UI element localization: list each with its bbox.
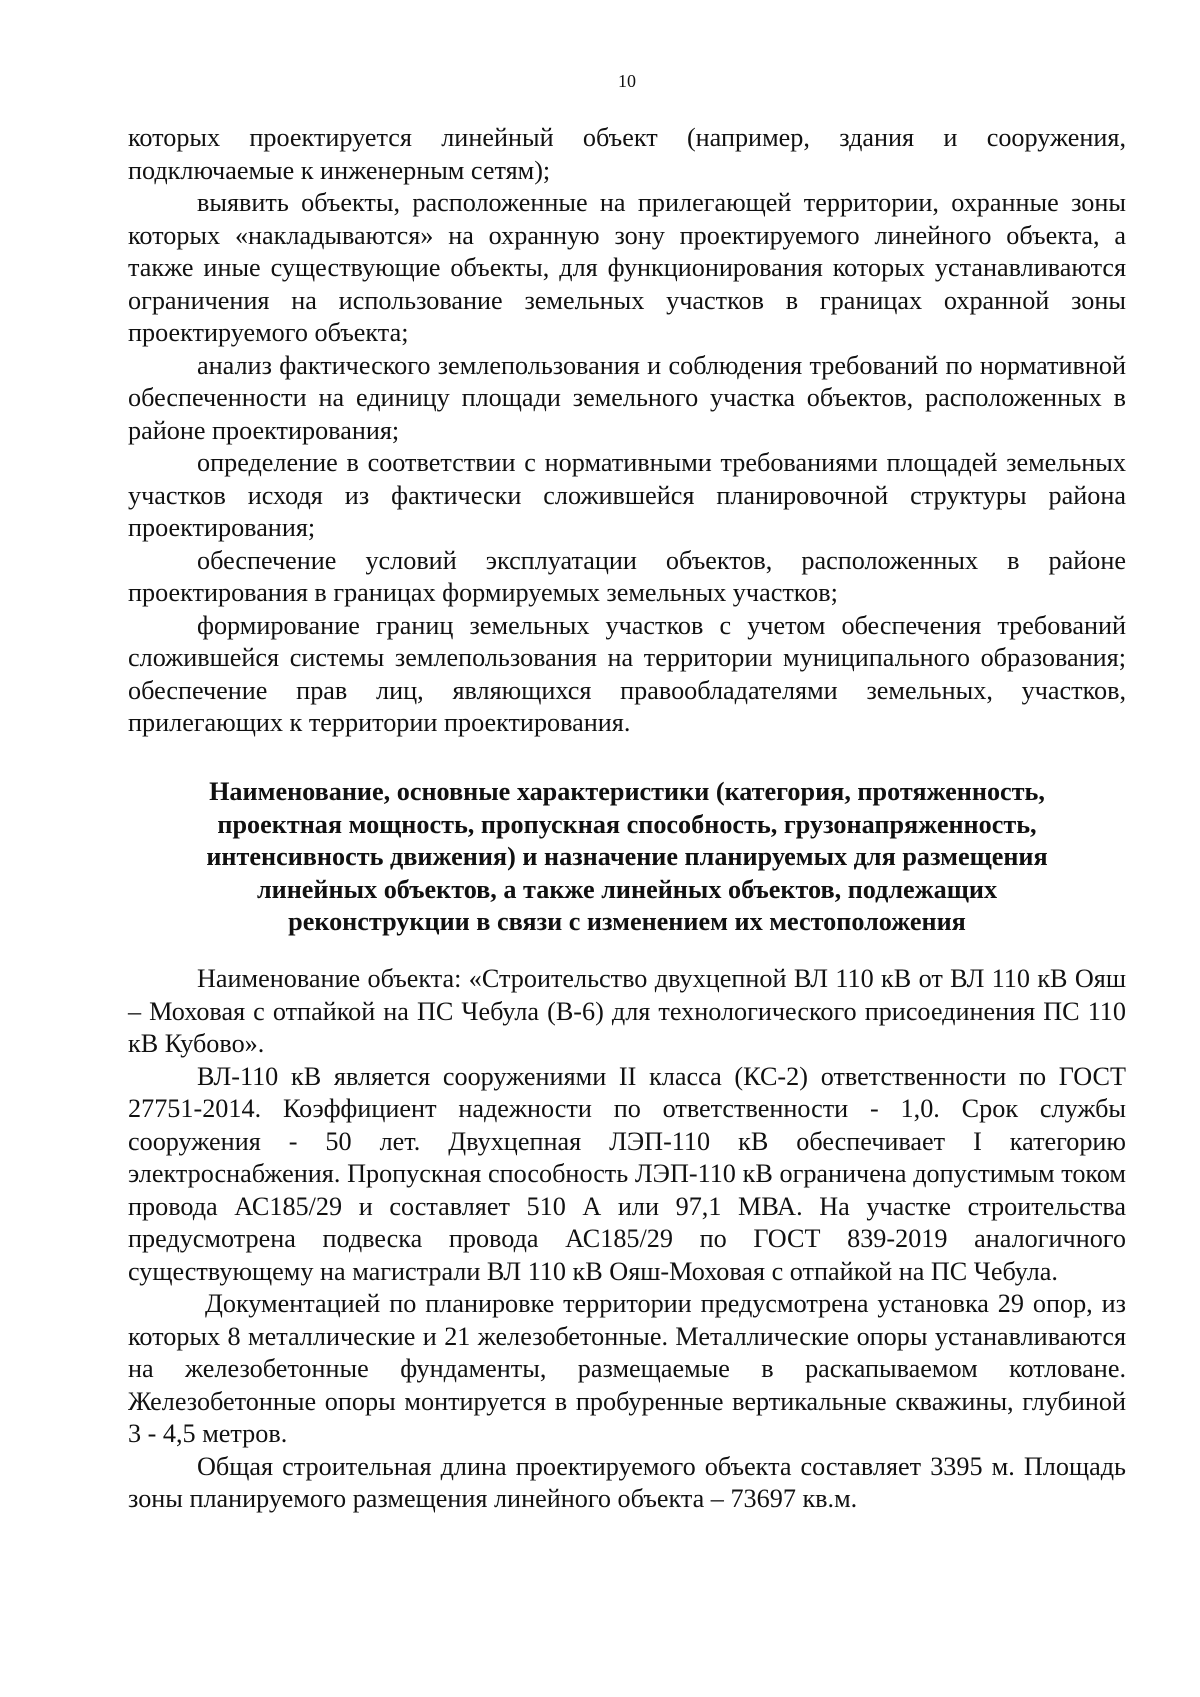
paragraph-identify-objects: выявить объекты, расположенные на прилегающей территории, охранные зоны которых «накладываются» на охранную зону проектируемого линейного объекта, а также иные существующие объекты, для функционирования которых устанавливаются ограничения на использование земельных участков в границах охранной зоны проектируемого объекта; bbox=[128, 188, 1126, 347]
section-heading bbox=[128, 776, 1126, 939]
section-heading-line: линейных объектов, а также линейных объектов, подлежащих bbox=[256, 874, 998, 904]
section-heading-line: проектная мощность, пропускная способность, грузонапряженность, bbox=[217, 809, 1037, 839]
section-heading-line: Наименование, основные характеристики (категория, протяженность, bbox=[209, 777, 1045, 806]
paragraph-length-area: Общая строительная длина проектируемого объекта составляет 3395 м. Площадь зоны планируемого размещения линейного объекта – 73697 кв.м. bbox=[128, 1451, 1126, 1513]
paragraph-continuation: которых проектируется линейный объект (например, здания и сооружения, подключаемые к инженерным сетям); bbox=[128, 123, 1126, 185]
section-heading-line: реконструкции в связи с изменением их местоположения bbox=[288, 907, 966, 936]
section-heading-line: интенсивность движения) и назначение планируемых для размещения bbox=[206, 842, 1048, 871]
paragraph-supports: Документацией по планировке территории предусмотрена установка 29 опор, из которых 8 металлические и 21 железобетонные. Металлические опоры устанавливаются на железобетонные фундаменты, размещаемые в раскапываемом котловане. Железобетонные опоры монтируется в пробуренные вертикальные скважины, глубиной 3 - 4,5 метров. bbox=[128, 1289, 1126, 1448]
section-body-text bbox=[128, 963, 1126, 1516]
body-text-top bbox=[128, 122, 1126, 740]
paragraph-object-name: Наименование объекта: «Строительство двухцепной ВЛ 110 кВ от ВЛ 110 кВ Ояш – Моховая с отпайкой на ПС Чебула (В-6) для технологического присоединения ПС 110 кВ Кубово». bbox=[128, 964, 1126, 1058]
paragraph-boundary-formation: формирование границ земельных участков с учетом обеспечения требований сложившейся системы землепользования на территории муниципального образования; обеспечение прав лиц, являющихся правообладателями земельных, участков, прилегающих к территории проектирования. bbox=[128, 610, 1126, 737]
paragraph-operating-conditions: обеспечение условий эксплуатации объектов, расположенных в районе проектирования в границах формируемых земельных участков; bbox=[128, 545, 1126, 607]
page-number: 10 bbox=[618, 71, 636, 91]
paragraph-area-definition: определение в соответствии с нормативными требованиями площадей земельных участков исходя из фактически сложившейся планировочной структуры района проектирования; bbox=[128, 448, 1126, 542]
paragraph-line-characteristics: ВЛ-110 кВ является сооружениями II класса (КС-2) ответственности по ГОСТ 27751-2014. Коэффициент надежности по ответственности - 1,0. Срок службы сооружения - 50 лет. Двухцепная ЛЭП-110 кВ обеспечивает I категорию электроснабжения. Пропускная способность ЛЭП-110 кВ ограничена допустимым током провода АС185/29 и составляет 510 А или 97,1 МВА. На участке строительства предусмотрена подвеска провода АС185/29 по ГОСТ 839-2019 аналогичного существующему на магистрали ВЛ 110 кВ Ояш-Моховая с отпайкой на ПС Чебула. bbox=[128, 1061, 1126, 1286]
paragraph-land-use-analysis: анализ фактического землепользования и соблюдения требований по нормативной обеспеченности на единицу площади земельного участка объектов, расположенных в районе проектирования; bbox=[128, 350, 1126, 445]
